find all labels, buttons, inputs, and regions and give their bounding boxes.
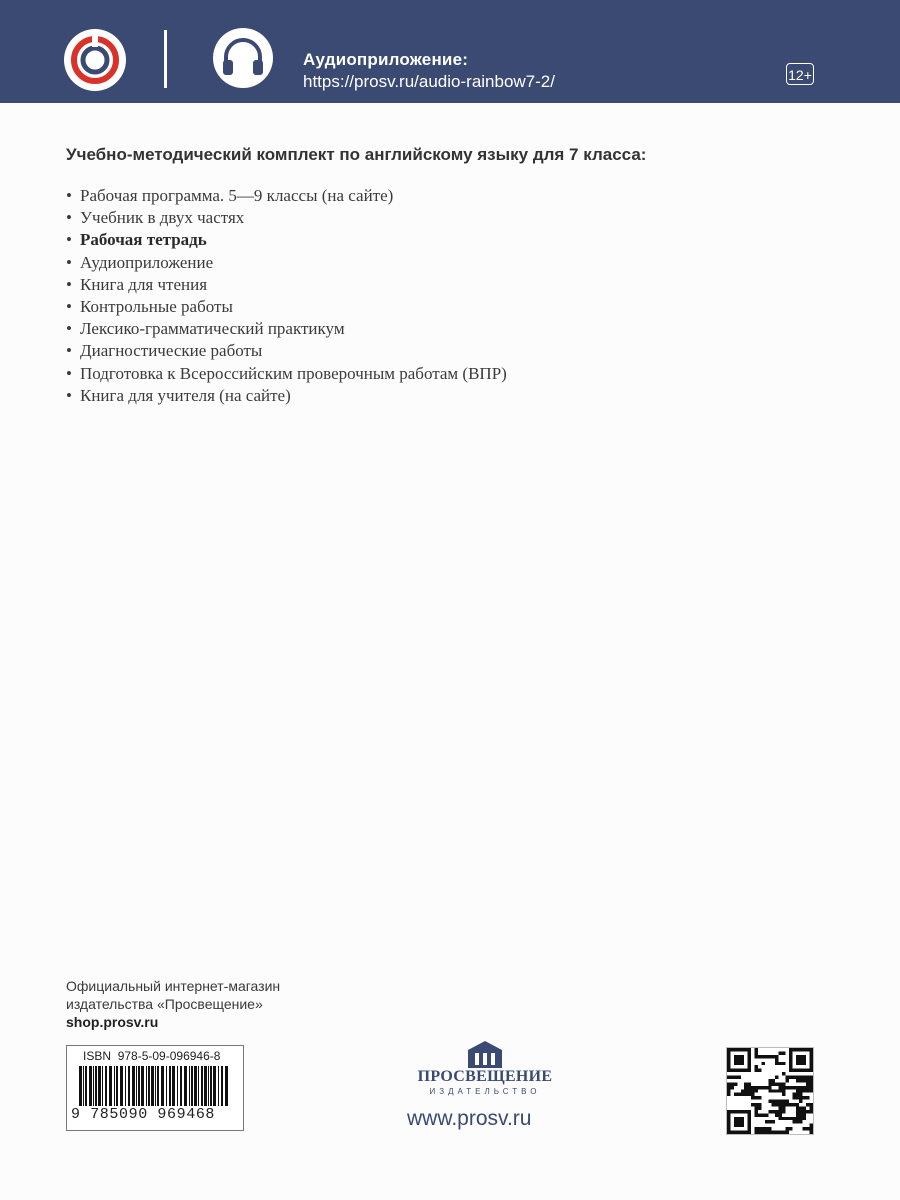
publisher-name: ПРОСВЕЩЕНИЕ <box>417 1068 553 1085</box>
kit-item-label: Книга для чтения <box>80 274 208 294</box>
kit-item-label: Подготовка к Всероссийским проверочным работам (ВПР) <box>80 363 507 383</box>
kit-item <box>66 229 507 251</box>
kit-item <box>66 340 507 362</box>
kit-item <box>66 363 507 385</box>
barcode-bars-icon <box>79 1066 231 1106</box>
age-rating-badge: 12+ <box>786 63 814 85</box>
kit-item <box>66 252 507 274</box>
kit-item-label: Аудиоприложение <box>80 252 214 272</box>
bullet-icon: • <box>66 274 72 294</box>
kit-list <box>66 185 507 407</box>
bullet-icon: • <box>66 186 72 205</box>
shop-line-2: издательства «Просвещение» <box>66 996 263 1012</box>
headphones-icon <box>212 27 274 89</box>
bullet-icon: • <box>66 208 72 228</box>
audio-app-title: Аудиоприложение: <box>303 50 469 69</box>
qr-code-icon[interactable] <box>726 1047 814 1135</box>
kit-item-label: Книга для учителя (на сайте) <box>80 385 291 405</box>
kit-item <box>66 318 507 340</box>
kit-item-label: Лексико-грамматический практикум <box>80 319 345 339</box>
kit-item-label: Диагностические работы <box>80 341 263 361</box>
shop-line-1: Официальный интернет-магазин <box>66 978 281 994</box>
prosv-audio-logo-icon <box>62 27 128 93</box>
kit-item <box>66 274 507 296</box>
kit-item <box>66 296 507 318</box>
kit-item-label: Контрольные работы <box>80 296 233 316</box>
shop-link[interactable]: shop.prosv.ru <box>66 1014 159 1030</box>
kit-heading: Учебно-методический комплект по английскому языку для 7 класса: <box>66 145 647 164</box>
isbn-label <box>83 1049 220 1063</box>
barcode-digits: 9 785090 969468 <box>71 1106 216 1123</box>
bullet-icon: • <box>66 363 72 383</box>
audio-app-link[interactable]: https://prosv.ru/audio-rainbow7-2/ <box>303 72 555 91</box>
publisher-logo-icon <box>466 1040 504 1068</box>
bullet-icon: • <box>66 296 72 316</box>
top-banner <box>0 0 900 103</box>
bullet-icon: • <box>66 252 72 272</box>
bullet-icon: • <box>66 230 72 250</box>
kit-item-label: Рабочая программа. 5—9 классы (на сайте) <box>80 186 394 205</box>
kit-item-label: Учебник в двух частях <box>80 208 245 228</box>
isbn-number: 978-5-09-096946-8 <box>117 1049 221 1063</box>
kit-item <box>66 185 507 207</box>
publisher-subtitle: ИЗДАТЕЛЬСТВО <box>429 1087 541 1096</box>
bullet-icon: • <box>66 385 72 405</box>
bullet-icon: • <box>66 319 72 339</box>
kit-item-label: Рабочая тетрадь <box>80 230 207 250</box>
isbn-prefix: ISBN <box>83 1049 112 1063</box>
header-divider <box>164 30 167 88</box>
isbn-barcode <box>66 1045 244 1131</box>
kit-item <box>66 385 507 407</box>
bullet-icon: • <box>66 341 72 361</box>
publisher-website[interactable]: www.prosv.ru <box>407 1107 532 1130</box>
kit-item <box>66 207 507 229</box>
shop-info <box>66 977 280 1031</box>
